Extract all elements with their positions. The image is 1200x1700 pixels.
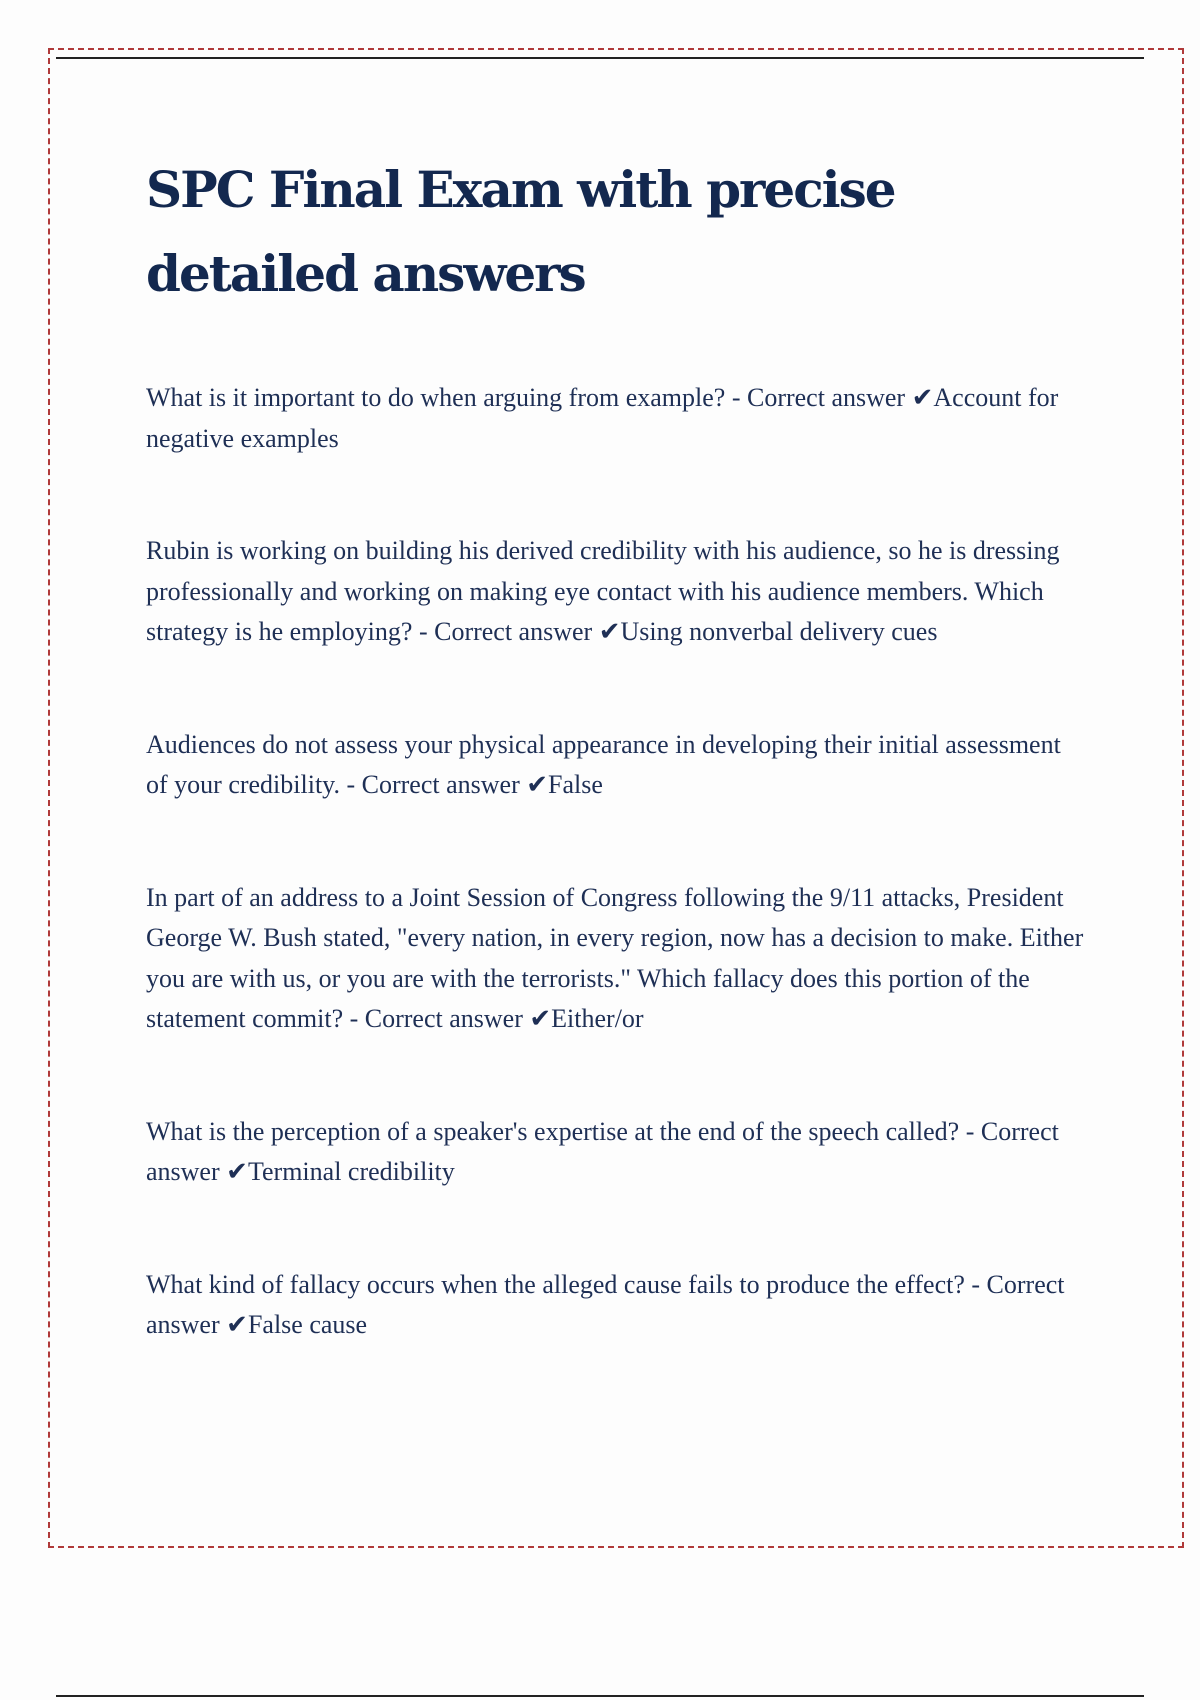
answer-text: Either/or: [551, 1004, 644, 1033]
qa-item: [146, 878, 1086, 1040]
qa-item: [146, 1112, 1086, 1193]
qa-item: [146, 378, 1086, 459]
answer-text: False: [548, 770, 603, 799]
top-rule: [56, 57, 1144, 59]
qa-item: [146, 531, 1086, 653]
answer-text: Using nonverbal delivery cues: [620, 617, 938, 646]
answer-prefix: - Correct answer: [146, 1269, 1065, 1339]
qa-item: [146, 1265, 1086, 1346]
question-text: What is the perception of a speaker's expertise at the end of the speech called?: [146, 1116, 960, 1146]
qa-item: [146, 725, 1086, 806]
answer-prefix: - Correct answer: [146, 1116, 1059, 1186]
check-icon: ✔: [526, 770, 549, 799]
check-icon: ✔: [598, 617, 621, 646]
question-text: What kind of fallacy occurs when the alleged cause fails to produce the effect?: [146, 1269, 965, 1299]
check-icon: ✔: [226, 1310, 248, 1339]
question-text: In part of an address to a Joint Session of Congress following the 9/11 attacks, President George W. Bush stated, "every nation, in every region, now has a decision to make. Either you are with us, or you are with the terrorists." Which fallacy does this portion of the statement commit?: [146, 882, 1084, 1033]
check-icon: ✔: [529, 1004, 552, 1033]
check-icon: ✔: [226, 1157, 248, 1186]
answer-prefix: - Correct answer: [349, 1004, 523, 1033]
document-title: SPC Final Exam with precise detailed answers: [146, 160, 895, 303]
answer-text: Terminal credibility: [247, 1157, 455, 1186]
answer-prefix: - Correct answer: [731, 383, 906, 412]
answer-prefix: - Correct answer: [418, 617, 593, 646]
check-icon: ✔: [911, 383, 934, 412]
question-text: What is it important to do when arguing from example?: [146, 383, 726, 412]
question-text: Rubin is working on building his derived credibility with his audience, so he is dressing professionally and working on making eye contact with his audience members. Which strategy is he employing?: [146, 536, 1060, 646]
document-body: [146, 148, 1086, 1418]
answer-text: Account for negative examples: [146, 383, 1059, 453]
answer-prefix: - Correct answer: [346, 770, 520, 799]
answer-text: False cause: [247, 1310, 368, 1339]
bottom-rule: [56, 1695, 1144, 1697]
question-text: Audiences do not assess your physical appearance in developing their initial assessment of your credibility.: [146, 729, 1061, 799]
